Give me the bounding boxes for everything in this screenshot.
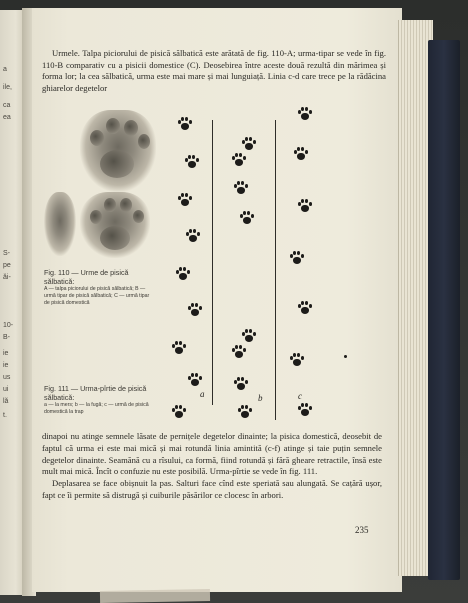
caption-body: A — talpa piciorului de pisică sălbatică; B — urmă tipar de pisică sălbatică; C — urmă tipar de pisică domestică <box>44 286 150 306</box>
paw-toe-pad <box>124 120 138 136</box>
paragraph-text: dinapoi nu atinge semnele lăsate de pernițele degetelor dinainte; la pisica domestică, deosebit de faptul că urma ei este mai mică și mai rotundă linia amintită (c-f) atinge și taie puțin semnele degetelor dinainte. Seamănă cu a rîsului, ca formă, fiind rotundă și fără gheare retractile, însă este mult mai mică. Încît o confuzie nu este posibilă. Urma-pîrtie se vede în fig. 111. <box>42 431 382 477</box>
paw-print <box>172 405 186 419</box>
page-number: 235 <box>355 525 369 535</box>
paw-toe-pad <box>106 118 120 134</box>
paw-print <box>290 251 304 265</box>
paw-print <box>178 117 192 131</box>
fig111-caption <box>44 384 156 416</box>
paw-print <box>298 107 312 121</box>
paw-toe-pad <box>90 210 102 224</box>
margin-fragment: ea <box>3 114 11 121</box>
ink-dot <box>344 355 347 358</box>
paw-print <box>172 341 186 355</box>
paw-print <box>178 193 192 207</box>
fig111-track-diagram <box>160 105 390 425</box>
paw-print <box>242 137 256 151</box>
paw-toe-pad <box>133 210 144 223</box>
track-label-a: a <box>200 389 205 399</box>
track-label-b: b <box>258 393 263 403</box>
track-divider-line <box>212 120 213 405</box>
margin-fragment: ile, <box>3 84 12 91</box>
paw-print <box>298 403 312 417</box>
margin-fragment: a <box>3 66 7 73</box>
margin-fragment: ca <box>3 102 11 109</box>
paw-print <box>240 211 254 225</box>
paw-print <box>242 329 256 343</box>
paw-print <box>232 345 246 359</box>
caption-title: Fig. 111 — Urma-pîrtie de pisică sălbatică: <box>44 384 147 402</box>
track-label-c: c <box>298 391 302 401</box>
ribbon-bookmark <box>100 589 210 603</box>
paragraph-text: Deplasarea se face obișnuit la pas. Salturi face cînd este speriată sau alungată. Se cațără ușor, fapt ce îi permite să distrugă și cuiburile păsărilor ce clocesc în arbori. <box>42 478 382 500</box>
paw-print <box>298 199 312 213</box>
book-cover <box>428 40 460 580</box>
paw-toe-pad <box>90 130 104 146</box>
margin-fragment: 10- <box>3 322 14 329</box>
paw-toe-pad <box>104 198 116 212</box>
paw-toe-pad <box>138 134 150 149</box>
paw-print <box>188 303 202 317</box>
paw-print <box>232 153 246 167</box>
paw-print-sketch <box>44 192 76 256</box>
paw-print <box>294 147 308 161</box>
margin-fragment: us <box>3 374 11 381</box>
paw-print <box>234 377 248 391</box>
paw-print <box>298 301 312 315</box>
paw-main-pad <box>100 226 130 250</box>
lower-text-block <box>42 431 382 502</box>
caption-title: Fig. 110 — Urme de pisică sălbatică: <box>44 268 129 286</box>
fig110-caption <box>44 268 152 307</box>
paw-print <box>188 373 202 387</box>
paw-toe-pad <box>120 198 132 212</box>
margin-fragment: S- <box>3 250 10 257</box>
paw-print <box>290 353 304 367</box>
margin-fragment: B- <box>3 334 10 341</box>
paw-print <box>185 155 199 169</box>
margin-fragment: t. <box>3 412 7 419</box>
paw-print <box>186 229 200 243</box>
paw-print <box>238 405 252 419</box>
paw-print <box>176 267 190 281</box>
margin-fragment: lă <box>3 398 9 405</box>
caption-body: a — la mers; b — la fugă; c — urmă de pisică domestică la trap <box>44 402 149 415</box>
margin-fragment: ie <box>3 362 9 369</box>
track-divider-line <box>275 120 276 420</box>
margin-fragment: ui <box>3 386 9 393</box>
paragraph-text: Urmele. Talpa piciorului de pisică sălbatică este arătată de fig. 110-A; urma-tipar se vede în fig. 110-B comparativ cu a pisicii domestice (C). Deosebirea între aceste două rezultă din mărimea și forma lor; la cea sălbatică, urma este mai mare și mai lunguiață. Linia c-d care trece pe la rădăcina ghiarelor degetelor <box>42 48 386 93</box>
paw-main-pad <box>100 150 134 178</box>
margin-fragment: ie <box>3 350 9 357</box>
margin-fragment: ăi- <box>3 274 11 281</box>
margin-fragment: pe <box>3 262 11 269</box>
paw-print <box>234 181 248 195</box>
top-paragraph <box>42 48 386 94</box>
